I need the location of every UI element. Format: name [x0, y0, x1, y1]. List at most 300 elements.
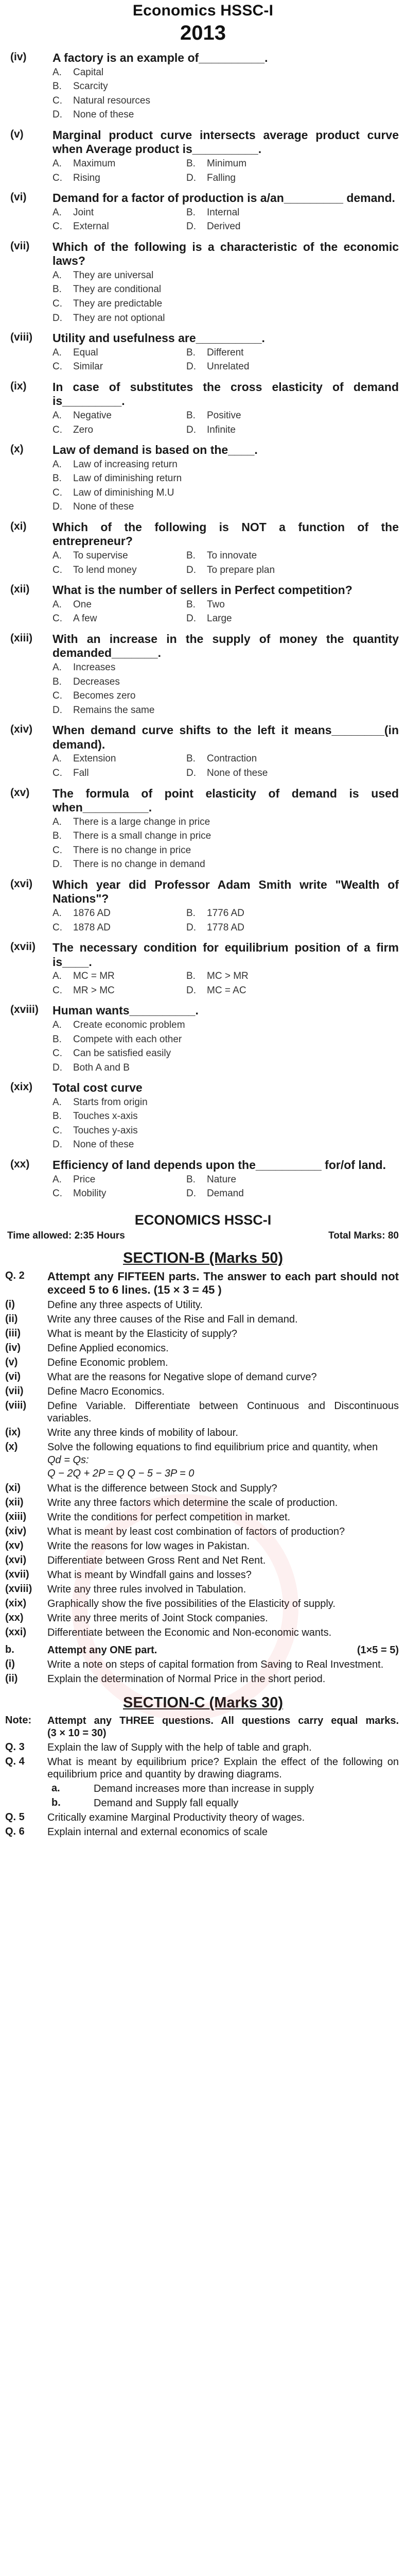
option-letter: D. — [52, 501, 62, 513]
option-letter: D. — [186, 424, 196, 435]
short-question-number: (xix) — [5, 1598, 27, 1609]
short-question-text: Define Macro Economics. — [47, 1386, 165, 1398]
option-letter: C. — [52, 767, 62, 778]
mcq-option-row — [52, 206, 406, 220]
option-text: Internal — [207, 207, 240, 218]
option-text: They are predictable — [73, 298, 163, 310]
mcq-stem: Human wants__________. — [52, 1004, 199, 1018]
short-question-text: Write any three merits of Joint Stock companies. — [47, 1613, 268, 1624]
long-question-text: What is meant by equilibrium price? Explain the effect of the following on equilibrium price and quantity by drawing diagrams. — [47, 1756, 399, 1781]
mcq-options — [0, 906, 406, 935]
option-letter: B. — [186, 908, 196, 919]
mcq-number: (xvii) — [10, 941, 36, 953]
short-question-number: (vii) — [5, 1385, 24, 1397]
long-question-text: Explain internal and external economics of scale — [47, 1826, 268, 1838]
option-text: Negative — [73, 410, 112, 421]
mcq-option-row — [52, 219, 406, 234]
option-text: Similar — [73, 361, 103, 372]
long-subquestion-text: Demand and Supply fall equally — [94, 1798, 239, 1809]
short-question — [0, 1612, 406, 1624]
mcq-option — [52, 660, 406, 675]
mcq-stem: Total cost curve — [52, 1081, 143, 1095]
option-letter: D. — [186, 564, 196, 575]
mcq-options — [0, 346, 406, 374]
option-text: 1878 AD — [73, 922, 111, 933]
mcq-item — [0, 1081, 406, 1152]
option-text: Joint — [73, 207, 94, 218]
option-letter: A. — [52, 459, 62, 470]
long-question-text: Explain the law of Supply with the help of table and graph. — [47, 1742, 312, 1754]
option-text: Touches x-axis — [73, 1111, 138, 1122]
option-letter: C. — [52, 361, 62, 372]
mcq-option — [52, 1018, 406, 1032]
long-question-number: Q. 5 — [5, 1811, 25, 1823]
option-letter: B. — [186, 550, 196, 562]
option-text: Create economic problem — [73, 1020, 185, 1031]
short-question-number: (xx) — [5, 1612, 24, 1624]
mcq-option — [52, 1095, 406, 1110]
option-text: Derived — [207, 221, 241, 232]
option-letter: B. — [186, 410, 196, 421]
mcq-stem: In case of substitutes the cross elasticity of demand is_________. — [52, 380, 399, 408]
part-b-question — [0, 1658, 406, 1671]
short-question-number: (xvii) — [5, 1569, 29, 1581]
q2-instruction — [0, 1270, 406, 1297]
option-letter: D. — [186, 985, 196, 996]
option-letter: D. — [52, 704, 62, 716]
mcq-option-row — [52, 598, 406, 612]
option-text: 1776 AD — [207, 908, 244, 919]
long-question — [0, 1741, 406, 1754]
option-letter: B. — [52, 473, 62, 484]
section-b-part-b-items — [0, 1658, 406, 1685]
mcq-stem-row — [0, 1004, 406, 1018]
option-text: Fall — [73, 767, 89, 778]
mcq-list — [0, 51, 406, 1201]
section-b-title: SECTION-B (Marks 50) — [122, 1249, 283, 1266]
long-question — [0, 1811, 406, 1824]
mcq-option-row — [52, 171, 406, 185]
mcq-option — [52, 65, 406, 80]
short-question-number: (xi) — [5, 1482, 21, 1494]
mcq-option — [52, 486, 406, 500]
option-text: Large — [207, 613, 232, 624]
mcq-item — [0, 878, 406, 935]
mcq-item — [0, 191, 406, 234]
mcq-item — [0, 128, 406, 185]
mcq-stem: Demand for a factor of production is a/an_________ demand. — [52, 191, 395, 205]
short-question — [0, 1342, 406, 1354]
mcq-stem-row — [0, 380, 406, 409]
mcq-item — [0, 787, 406, 872]
note-text: Attempt any THREE questions. All questions carry equal marks. — [47, 1715, 399, 1727]
short-question — [0, 1299, 406, 1311]
option-text: MC = AC — [207, 985, 246, 996]
mcq-number: (xi) — [10, 520, 27, 532]
mcq-stem: Which year did Professor Adam Smith write "Wealth of Nations"? — [52, 877, 399, 906]
mcq-option-row — [52, 157, 406, 171]
short-question — [0, 1427, 406, 1439]
mcq-number: (ix) — [10, 380, 27, 392]
q2-marks: (15 × 3 = 45 ) — [153, 1283, 222, 1297]
option-text: Law of diminishing return — [73, 473, 182, 484]
option-text: 1876 AD — [73, 908, 111, 919]
mcq-option-row — [52, 906, 406, 921]
mcq-stem: What is the number of sellers in Perfect competition? — [52, 583, 352, 597]
short-question-number: (xviii) — [5, 1583, 32, 1595]
short-question — [0, 1497, 406, 1509]
option-text: Rising — [73, 172, 100, 183]
option-letter: D. — [52, 109, 62, 121]
option-letter: B. — [52, 676, 62, 687]
option-letter: A. — [52, 66, 62, 78]
mcq-stem-row — [0, 941, 406, 969]
option-text: Remains the same — [73, 704, 155, 716]
mcq-option-row — [52, 346, 406, 360]
mcq-options — [0, 598, 406, 626]
option-text: To innovate — [207, 550, 257, 562]
option-text: Maximum — [73, 158, 116, 169]
short-question-text: Differentiate between the Economic and Non-economic wants. — [47, 1627, 332, 1639]
short-question-number: (xvi) — [5, 1554, 27, 1566]
short-question — [0, 1569, 406, 1581]
option-letter: D. — [186, 613, 196, 624]
short-question-number: (x) — [5, 1441, 18, 1453]
option-text: Nature — [207, 1174, 237, 1185]
option-letter: A. — [52, 207, 62, 218]
mcq-option-row — [52, 969, 406, 984]
short-question — [0, 1626, 406, 1639]
part-b-marks: (1×5 = 5) — [357, 1645, 399, 1656]
option-text: Different — [207, 347, 244, 358]
mcq-number: (xv) — [10, 786, 30, 799]
option-text: Compete with each other — [73, 1033, 182, 1045]
short-question — [0, 1357, 406, 1369]
option-text: To prepare plan — [207, 564, 275, 575]
mcq-options — [0, 157, 406, 185]
paper-title: Economics HSSC-I — [132, 2, 274, 19]
mcq-item — [0, 51, 406, 122]
option-text: There is a large change in price — [73, 816, 210, 827]
mcq-stem-row — [0, 191, 406, 206]
mcq-number: (vii) — [10, 240, 30, 252]
option-letter: B. — [186, 599, 196, 610]
mcq-option-row — [52, 984, 406, 998]
mcq-item — [0, 380, 406, 437]
option-letter: C. — [52, 564, 62, 575]
mcq-number: (xiv) — [10, 723, 33, 736]
mcq-stem: Which of the following is a characteristic of the economic laws? — [52, 240, 399, 268]
q2-text: Attempt any FIFTEEN parts. The answer to each part should not exceed 5 to 6 lines. — [47, 1269, 399, 1297]
long-question-number: Q. 6 — [5, 1826, 25, 1838]
option-letter: C. — [52, 690, 62, 702]
long-question-number: Q. 4 — [5, 1756, 25, 1768]
short-question-text: Write the reasons for low wages in Pakistan. — [47, 1540, 250, 1552]
short-question-text: Write any three rules involved in Tabulation. — [47, 1584, 246, 1596]
option-text: Capital — [73, 66, 104, 78]
mcq-options — [0, 457, 406, 514]
mcq-options — [0, 815, 406, 872]
long-subquestion-number: a. — [51, 1783, 60, 1794]
short-question-text: Define Economic problem. — [47, 1357, 168, 1369]
mcq-option-row — [52, 921, 406, 935]
short-question — [0, 1482, 406, 1495]
mcq-item — [0, 240, 406, 325]
option-letter: D. — [52, 859, 62, 870]
short-question-number: (xv) — [5, 1540, 24, 1552]
mcq-item — [0, 443, 406, 514]
option-letter: B. — [52, 1111, 62, 1122]
option-letter: D. — [186, 1188, 196, 1199]
note-marks: (3 × 10 = 30) — [47, 1727, 107, 1739]
mcq-number: (xx) — [10, 1158, 30, 1170]
short-question — [0, 1313, 406, 1326]
option-letter: C. — [52, 95, 62, 106]
option-letter: A. — [52, 816, 62, 827]
option-letter: C. — [52, 298, 62, 310]
mcq-stem-row — [0, 878, 406, 906]
option-text: Demand — [207, 1188, 244, 1199]
option-letter: B. — [52, 81, 62, 92]
option-text: Positive — [207, 410, 241, 421]
second-header-title: ECONOMICS HSSC-I — [134, 1212, 272, 1228]
option-letter: C. — [52, 844, 62, 856]
option-text: Starts from origin — [73, 1096, 148, 1108]
mcq-number: (xvi) — [10, 877, 33, 890]
option-text: Can be satisfied easily — [73, 1048, 171, 1059]
mcq-item — [0, 723, 406, 780]
mcq-stem-row — [0, 520, 406, 549]
option-letter: D. — [186, 767, 196, 778]
mcq-number: (xviii) — [10, 1004, 39, 1016]
mcq-option-row — [52, 409, 406, 423]
part-b-question-text: Explain the determination of Normal Price in the short period. — [47, 1673, 326, 1685]
option-text: One — [73, 599, 92, 610]
part-b-question-number: (i) — [5, 1658, 15, 1670]
option-letter: A. — [52, 753, 62, 765]
option-letter: D. — [186, 221, 196, 232]
short-question-text: Define Variable. Differentiate between Continuous and Discontinuous variables. — [47, 1400, 399, 1425]
option-text: None of these — [73, 109, 134, 121]
mcq-option — [52, 1061, 406, 1075]
option-letter: B. — [186, 158, 196, 169]
mcq-stem: The necessary condition for equilibrium position of a firm is____. — [52, 941, 399, 969]
option-letter: B. — [52, 1033, 62, 1045]
option-letter: A. — [52, 1174, 62, 1185]
option-text: Scarcity — [73, 81, 108, 92]
option-text: Unrelated — [207, 361, 250, 372]
option-text: There is a small change in price — [73, 831, 211, 842]
option-text: None of these — [73, 1139, 134, 1150]
mcq-option-row — [52, 423, 406, 437]
mcq-stem: The formula of point elasticity of demand is used when__________. — [52, 786, 399, 815]
part-b-instruction — [0, 1644, 406, 1656]
option-text: Contraction — [207, 753, 257, 765]
option-text: They are not optional — [73, 312, 165, 324]
option-text: Mobility — [73, 1188, 107, 1199]
option-text: Law of diminishing M.U — [73, 487, 174, 498]
mcq-option — [52, 1032, 406, 1047]
short-question-number: (vi) — [5, 1371, 21, 1383]
mcq-option-row — [52, 766, 406, 781]
mcq-option-row — [52, 612, 406, 626]
section-c-items-2 — [0, 1811, 406, 1838]
mcq-option — [52, 500, 406, 514]
option-letter: A. — [52, 550, 62, 562]
mcq-options — [0, 409, 406, 437]
option-text: Falling — [207, 172, 236, 183]
option-text: A few — [73, 613, 97, 624]
mcq-stem-row — [0, 723, 406, 752]
mcq-stem-row — [0, 1158, 406, 1173]
option-text: None of these — [73, 501, 134, 513]
mcq-number: (x) — [10, 443, 24, 455]
option-letter: D. — [52, 1139, 62, 1150]
short-question-text: Write any three kinds of mobility of labour. — [47, 1427, 238, 1439]
time-allowed: Time allowed: 2:35 Hours — [7, 1230, 125, 1241]
option-text: Becomes zero — [73, 690, 136, 702]
option-letter: A. — [52, 158, 62, 169]
short-question-text: Define any three aspects of Utility. — [47, 1299, 203, 1311]
paper-year: 2013 — [180, 22, 226, 44]
mcq-option — [52, 94, 406, 108]
option-text: Both A and B — [73, 1062, 130, 1073]
mcq-item — [0, 632, 406, 717]
section-b-items-2 — [0, 1482, 406, 1639]
long-question-number: Q. 3 — [5, 1741, 25, 1753]
short-question-number: (xii) — [5, 1497, 24, 1509]
option-text: External — [73, 221, 109, 232]
mcq-option — [52, 815, 406, 829]
short-question-number: (iii) — [5, 1328, 21, 1340]
long-subquestion-number: b. — [51, 1797, 61, 1809]
part-b-number: b. — [5, 1644, 14, 1656]
mcq-stem: Utility and usefulness are__________. — [52, 331, 265, 345]
mcq-option — [52, 1138, 406, 1152]
option-letter: A. — [52, 410, 62, 421]
short-question-number: (ii) — [5, 1313, 18, 1325]
short-question — [0, 1598, 406, 1610]
mcq-option — [52, 703, 406, 718]
mcq-stem-row — [0, 632, 406, 660]
mcq-option — [52, 268, 406, 283]
mcq-option — [52, 471, 406, 486]
mcq-stem-row — [0, 331, 406, 346]
mcq-option — [52, 1046, 406, 1061]
option-letter: C. — [52, 1188, 62, 1199]
section-c-title: SECTION-C (Marks 30) — [122, 1694, 283, 1711]
short-question — [0, 1554, 406, 1567]
option-letter: C. — [52, 1048, 62, 1059]
mcq-options — [0, 1095, 406, 1152]
short-question-text: What is the difference between Stock and Supply? — [47, 1483, 277, 1495]
mcq-number: (vi) — [10, 191, 27, 204]
short-question-text: Define Applied economics. — [47, 1343, 169, 1354]
option-letter: D. — [52, 312, 62, 324]
short-question — [0, 1540, 406, 1552]
mcq-stem-row — [0, 583, 406, 598]
long-question — [0, 1756, 406, 1781]
mcq-option — [52, 297, 406, 311]
mcq-option-row — [52, 1173, 406, 1187]
option-letter: A. — [52, 908, 62, 919]
short-question-number: (v) — [5, 1357, 18, 1368]
note-label: Note: — [5, 1715, 32, 1726]
mcq-number: (v) — [10, 128, 24, 140]
mcq-stem: A factory is an example of__________. — [52, 51, 268, 64]
option-text: Law of increasing return — [73, 459, 178, 470]
mcq-option-row — [52, 360, 406, 374]
long-subquestion — [0, 1797, 406, 1809]
long-question-text: Critically examine Marginal Productivity theory of wages. — [47, 1812, 305, 1824]
mcq-option — [52, 675, 406, 689]
equation-line-1: Qd = Qs: — [47, 1454, 89, 1466]
section-c-items — [0, 1741, 406, 1781]
option-text: To lend money — [73, 564, 137, 575]
mcq-options — [0, 1018, 406, 1075]
short-question-text: Write the conditions for perfect competition in market. — [47, 1512, 291, 1523]
option-letter: C. — [52, 922, 62, 933]
option-text: Touches y-axis — [73, 1125, 138, 1136]
long-subquestion-text: Demand increases more than increase in supply — [94, 1783, 314, 1795]
part-b-question-text: Write a note on steps of capital formation from Saving to Real Investment. — [47, 1659, 384, 1671]
mcq-options — [0, 206, 406, 234]
mcq-stem-row — [0, 443, 406, 457]
short-question-text: What is meant by the Elasticity of supply? — [47, 1328, 238, 1340]
short-question-number: (xxi) — [5, 1626, 27, 1638]
short-question-text: Write any three causes of the Rise and Fall in demand. — [47, 1314, 298, 1326]
mcq-option — [52, 1109, 406, 1124]
option-text: Decreases — [73, 676, 120, 687]
option-letter: B. — [186, 753, 196, 765]
mcq-stem-row — [0, 51, 406, 65]
mcq-stem-row — [0, 240, 406, 268]
option-letter: A. — [52, 347, 62, 358]
option-letter: B. — [186, 971, 196, 982]
option-letter: B. — [52, 831, 62, 842]
option-letter: B. — [186, 347, 196, 358]
option-letter: C. — [52, 985, 62, 996]
mcq-number: (iv) — [10, 51, 27, 63]
short-question-number: (xiv) — [5, 1526, 27, 1537]
short-question-number: (ix) — [5, 1427, 21, 1438]
option-text: MR > MC — [73, 985, 115, 996]
mcq-options — [0, 660, 406, 717]
option-text: None of these — [207, 767, 268, 778]
mcq-option-row — [52, 1187, 406, 1201]
short-question-text: Differentiate between Gross Rent and Net Rent. — [47, 1555, 266, 1567]
long-subquestion — [0, 1783, 406, 1795]
option-letter: C. — [52, 424, 62, 435]
short-question — [0, 1400, 406, 1425]
mcq-option — [52, 829, 406, 843]
option-text: There is no change in price — [73, 844, 191, 856]
option-text: To supervise — [73, 550, 128, 562]
option-text: Price — [73, 1174, 96, 1185]
short-question-text: Graphically show the five possibilities of the Elasticity of supply. — [47, 1598, 336, 1610]
option-letter: D. — [186, 922, 196, 933]
option-text: They are conditional — [73, 284, 162, 295]
mcq-item — [0, 520, 406, 577]
mcq-options — [0, 969, 406, 997]
mcq-options — [0, 268, 406, 325]
time-marks-row — [0, 1228, 406, 1244]
mcq-option-row — [52, 549, 406, 563]
short-question-number: (xiii) — [5, 1511, 27, 1523]
short-question-text: Write any three factors which determine the scale of production. — [47, 1497, 338, 1509]
short-question — [0, 1526, 406, 1538]
option-letter: B. — [52, 284, 62, 295]
